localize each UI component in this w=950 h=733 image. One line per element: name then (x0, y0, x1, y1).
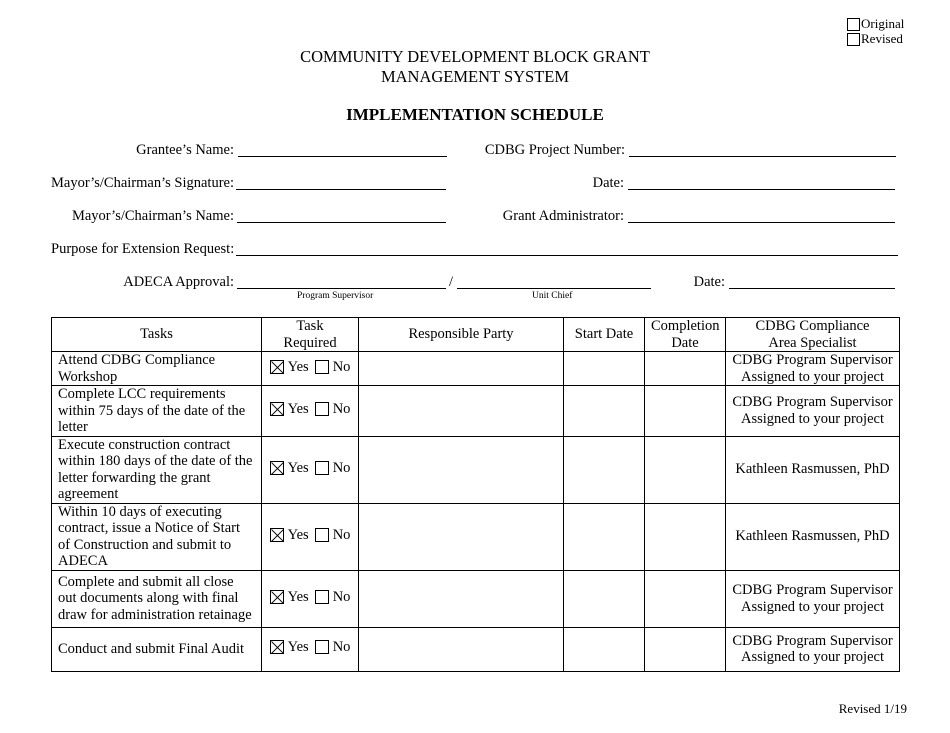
task-cell: Execute construction contract within 180 days of the date of the letter forwarding the grant agreement (52, 436, 262, 503)
task-cell: Attend CDBG Compliance Workshop (52, 352, 262, 386)
responsible-party-cell[interactable] (359, 627, 564, 671)
mayor-name-label: Mayor’s/Chairman’s Name: (71, 208, 234, 224)
compliance-specialist-cell: CDBG Program Supervisor Assigned to your project (726, 627, 900, 671)
purpose-field[interactable] (236, 240, 898, 256)
task-cell: Within 10 days of executing contract, issue a Notice of Start of Construction and submit to ADECA (52, 503, 262, 570)
yes-label: Yes (287, 526, 309, 543)
slash-separator: / (449, 274, 454, 290)
revised-option[interactable] (847, 31, 903, 47)
responsible-party-cell[interactable] (359, 503, 564, 570)
responsible-party-cell[interactable] (359, 386, 564, 437)
unit-chief-caption: Unit Chief (532, 291, 573, 301)
grantee-name-label: Grantee’s Name: (136, 142, 234, 158)
task-required-cell (262, 436, 359, 503)
completion-date-cell[interactable] (645, 627, 726, 671)
task-required-cell (262, 386, 359, 437)
compliance-specialist-cell: Kathleen Rasmussen, PhD (726, 436, 900, 503)
page-title: IMPLEMENTATION SCHEDULE (346, 105, 604, 124)
table-row (52, 627, 900, 671)
start-date-header: Start Date (564, 318, 645, 352)
task-required-cell (262, 503, 359, 570)
yes-checkbox[interactable] (270, 461, 284, 475)
no-checkbox[interactable] (315, 640, 329, 654)
project-number-label: CDBG Project Number: (484, 142, 625, 158)
grantee-name-field[interactable] (238, 141, 447, 157)
purpose-label: Purpose for Extension Request: (51, 241, 235, 257)
start-date-cell[interactable] (564, 627, 645, 671)
no-label: No (332, 588, 351, 605)
table-row (52, 570, 900, 627)
compliance-specialist-cell: CDBG Program Supervisor Assigned to your project (726, 570, 900, 627)
header-line-1: COMMUNITY DEVELOPMENT BLOCK GRANT (300, 47, 650, 66)
no-label: No (332, 358, 351, 375)
responsible-party-cell[interactable] (359, 436, 564, 503)
signature-field[interactable] (236, 174, 446, 190)
yes-checkbox[interactable] (270, 640, 284, 654)
task-required-cell (262, 570, 359, 627)
no-label: No (332, 526, 351, 543)
yes-checkbox[interactable] (270, 528, 284, 542)
project-number-field[interactable] (629, 141, 896, 157)
no-checkbox[interactable] (315, 590, 329, 604)
no-label: No (332, 459, 351, 476)
yes-label: Yes (287, 400, 309, 417)
revised-checkbox[interactable] (847, 33, 860, 46)
table-header-row (52, 318, 900, 352)
responsible-party-cell[interactable] (359, 352, 564, 386)
compliance-specialist-header: CDBG Compliance Area Specialist (726, 318, 900, 352)
no-checkbox[interactable] (315, 461, 329, 475)
program-supervisor-field[interactable] (237, 273, 446, 289)
completion-date-cell[interactable] (645, 352, 726, 386)
yes-label: Yes (287, 358, 309, 375)
approval-date-label: Date: (693, 274, 725, 290)
signature-label: Mayor’s/Chairman’s Signature: (51, 175, 234, 191)
program-supervisor-caption: Program Supervisor (297, 291, 374, 301)
no-checkbox[interactable] (315, 402, 329, 416)
date-label: Date: (592, 175, 624, 191)
yes-label: Yes (287, 459, 309, 476)
table-row (52, 503, 900, 570)
task-cell: Complete and submit all close out documents along with final draw for administration retainage (52, 570, 262, 627)
grant-administrator-field[interactable] (628, 207, 895, 223)
completion-date-header: Completion Date (645, 318, 726, 352)
compliance-specialist-cell: Kathleen Rasmussen, PhD (726, 503, 900, 570)
table-row (52, 352, 900, 386)
tasks-header: Tasks (52, 318, 262, 352)
completion-date-cell[interactable] (645, 386, 726, 437)
approval-date-field[interactable] (729, 273, 895, 289)
no-label: No (332, 639, 351, 656)
header-line-2: MANAGEMENT SYSTEM (380, 67, 570, 86)
task-cell: Conduct and submit Final Audit (52, 627, 262, 671)
task-required-cell (262, 627, 359, 671)
yes-label: Yes (287, 588, 309, 605)
yes-label: Yes (287, 639, 309, 656)
start-date-cell[interactable] (564, 570, 645, 627)
start-date-cell[interactable] (564, 386, 645, 437)
yes-checkbox[interactable] (270, 360, 284, 374)
unit-chief-field[interactable] (457, 273, 651, 289)
yes-checkbox[interactable] (270, 402, 284, 416)
date-field[interactable] (628, 174, 895, 190)
compliance-specialist-cell: CDBG Program Supervisor Assigned to your project (726, 352, 900, 386)
start-date-cell[interactable] (564, 436, 645, 503)
table-row (52, 386, 900, 437)
revised-label: Revised (861, 31, 903, 46)
revision-note: Revised 1/19 (838, 701, 907, 716)
yes-checkbox[interactable] (270, 590, 284, 604)
original-option[interactable] (847, 16, 904, 32)
no-checkbox[interactable] (315, 528, 329, 542)
start-date-cell[interactable] (564, 503, 645, 570)
task-required-header: Task Required (262, 318, 359, 352)
table-row (52, 436, 900, 503)
start-date-cell[interactable] (564, 352, 645, 386)
task-cell: Complete LCC requirements within 75 days of the date of the letter (52, 386, 262, 437)
responsible-party-header: Responsible Party (359, 318, 564, 352)
schedule-table (51, 317, 900, 672)
original-label: Original (861, 16, 905, 31)
no-label: No (332, 400, 351, 417)
compliance-specialist-cell: CDBG Program Supervisor Assigned to your project (726, 386, 900, 437)
responsible-party-cell[interactable] (359, 570, 564, 627)
original-checkbox[interactable] (847, 18, 860, 31)
completion-date-cell[interactable] (645, 570, 726, 627)
adeca-approval-label: ADECA Approval: (123, 274, 234, 290)
completion-date-cell[interactable] (645, 436, 726, 503)
completion-date-cell[interactable] (645, 503, 726, 570)
task-required-cell (262, 352, 359, 386)
mayor-name-field[interactable] (237, 207, 446, 223)
grant-administrator-label: Grant Administrator: (502, 208, 624, 224)
no-checkbox[interactable] (315, 360, 329, 374)
